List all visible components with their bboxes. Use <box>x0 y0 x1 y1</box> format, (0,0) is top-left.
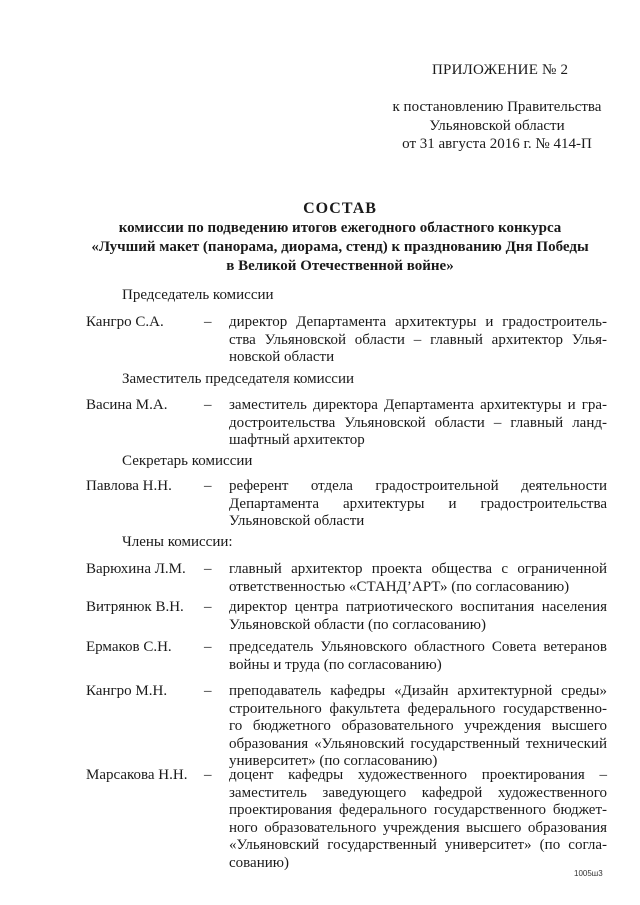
section-secretary-heading: Секретарь комиссии <box>122 453 253 469</box>
member-dash: – <box>204 683 212 699</box>
description-line: достроительства Ульяновской области – главный ланд- <box>229 414 607 431</box>
member-dash: – <box>204 599 212 615</box>
member-description <box>229 767 607 873</box>
section-members-heading: Члены комиссии: <box>122 534 233 550</box>
appendix-ref-line: Ульяновской области <box>429 117 565 134</box>
member-dash: – <box>204 397 212 413</box>
member-description <box>229 639 607 674</box>
member-dash: – <box>204 767 212 783</box>
description-line: Ульяновской области (по согласованию) <box>229 616 486 633</box>
appendix-title: ПРИЛОЖЕНИЕ № 2 <box>432 62 569 78</box>
subtitle-line: в Великой Отечественной войне» <box>226 258 454 274</box>
appendix-ref-line: к постановлению Правительства <box>392 99 602 115</box>
description-line: сованию) <box>229 854 289 871</box>
description-line: преподаватель кафедры «Дизайн архитектурной среды» <box>229 683 607 699</box>
description-line: «Ульяновский государственный университет» (по согла- <box>229 837 607 854</box>
description-line: референт отдела градостроительной деятельности <box>229 478 607 494</box>
member-description <box>229 478 607 531</box>
member-description <box>229 599 607 634</box>
document-title: СОСТАВ <box>303 200 377 217</box>
description-line: доцент кафедры художественного проектирования – <box>229 767 607 783</box>
member-description <box>229 683 607 771</box>
description-line: ства Ульяновской области – главный архитектор Улья- <box>229 331 607 348</box>
description-line: новской области <box>229 349 335 366</box>
member-dash: – <box>204 561 212 577</box>
member-name: Марсакова Н.Н. <box>86 767 188 783</box>
description-line: образования «Ульяновский государственный технический <box>229 735 607 752</box>
subtitle-line: комиссии по подведению итогов ежегодного областного конкурса <box>118 220 562 236</box>
member-dash: – <box>204 639 212 655</box>
description-line: Ульяновской области <box>229 513 365 530</box>
appendix-reference <box>382 98 612 154</box>
member-description <box>229 314 607 367</box>
document-subtitle <box>40 219 640 276</box>
section-chairman-heading: Председатель комиссии <box>122 287 274 303</box>
description-line: шафтный архитектор <box>229 432 365 449</box>
member-name: Витрянюк В.Н. <box>86 599 184 615</box>
appendix-ref-line: от 31 августа 2016 г. № 414-П <box>402 136 592 152</box>
member-name: Павлова Н.Н. <box>86 478 172 494</box>
description-line: университет» (по согласованию) <box>229 753 438 770</box>
member-name: Кангро М.Н. <box>86 683 168 699</box>
section-deputy-heading: Заместитель председателя комиссии <box>122 371 355 387</box>
description-line: войны и труда (по согласованию) <box>229 656 442 673</box>
member-name: Ермаков С.Н. <box>86 639 172 655</box>
description-line: директор центра патриотического воспитания населения <box>229 599 607 615</box>
description-line: строительного факультета федерального государственно- <box>229 700 607 717</box>
member-name: Варюхина Л.М. <box>86 561 186 577</box>
description-line: ответственностью «СТАНД’АРТ» (по согласованию) <box>229 578 570 595</box>
description-line: главный архитектор проекта общества с ограниченной <box>229 561 607 577</box>
description-line: заместитель директора Департамента архитектуры и гра- <box>229 397 607 413</box>
page-code: 1005ш3 <box>574 869 603 878</box>
description-line: го бюджетного образовательного учреждения высшего <box>229 718 607 735</box>
description-line: директор Департамента архитектуры и градостроитель- <box>229 314 607 330</box>
member-description <box>229 397 607 450</box>
description-line: ного образовательного учреждения высшего образования <box>229 819 607 836</box>
member-description <box>229 561 607 596</box>
subtitle-line: «Лучший макет (панорама, диорама, стенд) к празднованию Дня Победы <box>91 239 589 255</box>
description-line: проектирования федерального государственного бюджет- <box>229 802 607 819</box>
description-line: заместитель заведующего кафедрой художественного <box>229 784 607 801</box>
description-line: председатель Ульяновского областного Совета ветеранов <box>229 639 607 655</box>
description-line: Департамента архитектуры и градостроительства <box>229 495 607 512</box>
member-dash: – <box>204 314 212 330</box>
member-name: Кангро С.А. <box>86 314 164 330</box>
member-dash: – <box>204 478 212 494</box>
member-name: Васина М.А. <box>86 397 168 413</box>
